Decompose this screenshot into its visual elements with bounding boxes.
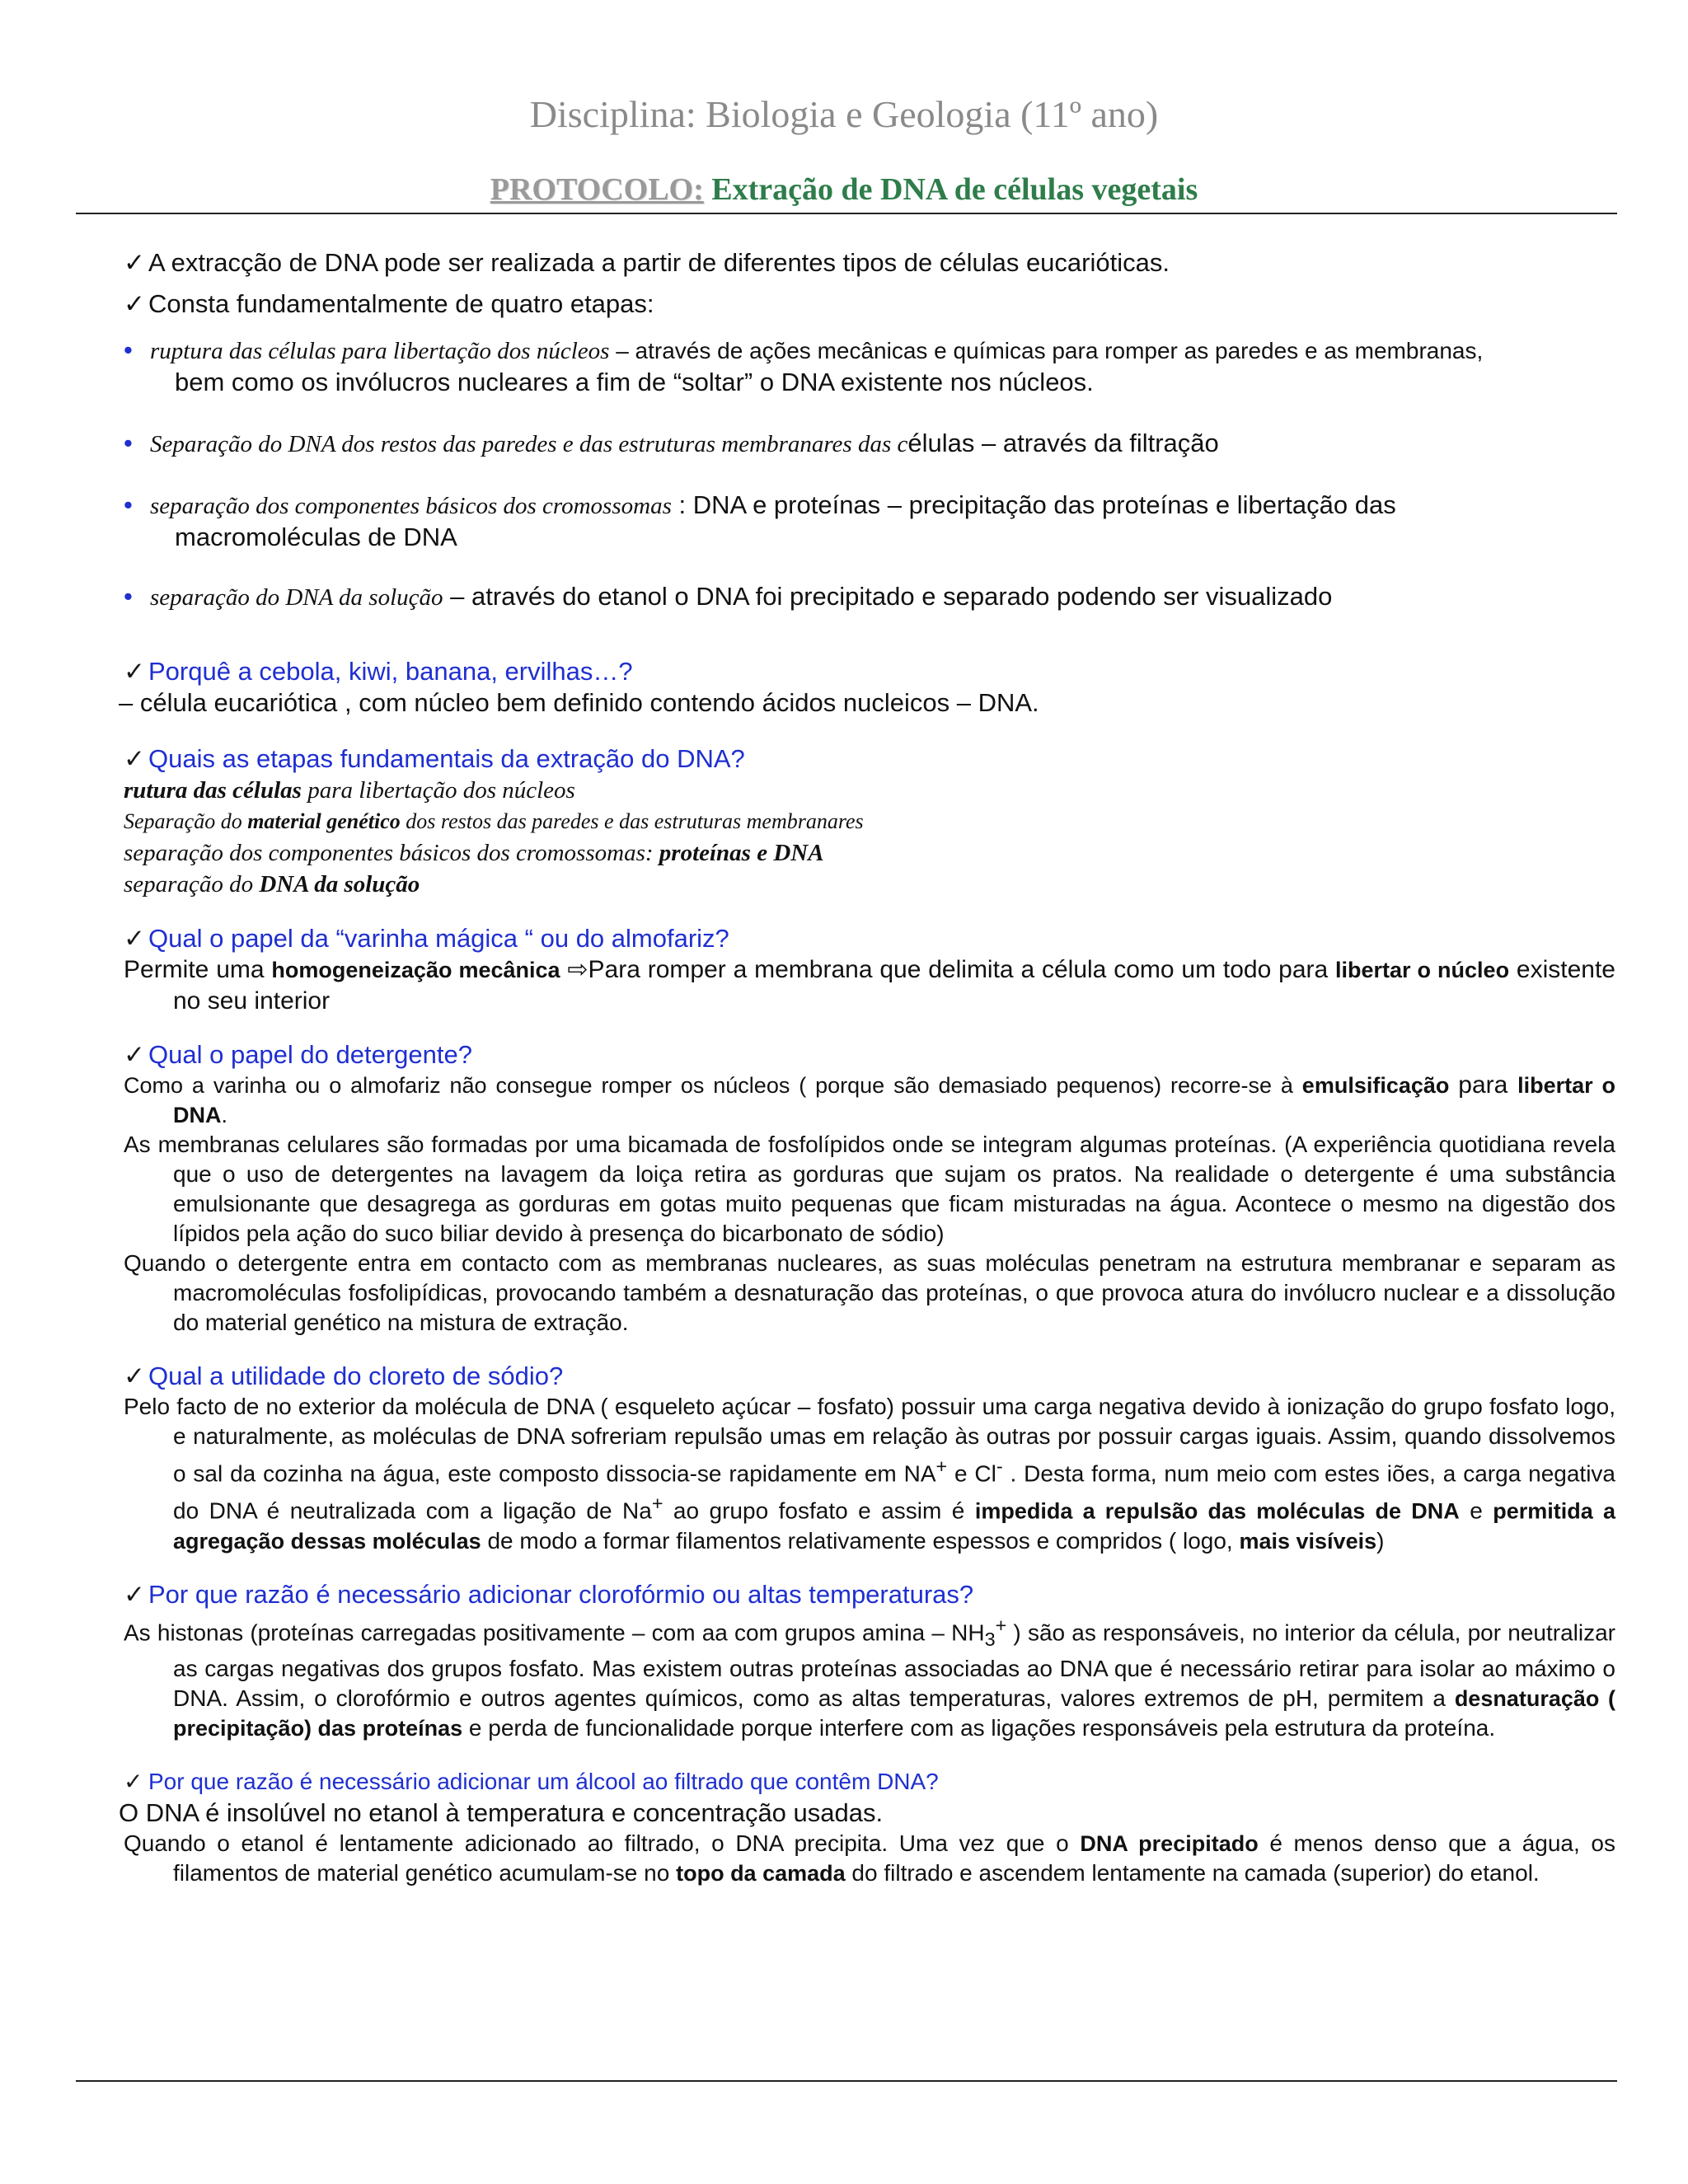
answer-why-onion: – célula eucariótica , com núcleo bem definido contendo ácidos nucleicos – DNA. xyxy=(119,688,1039,717)
answer-chloroform: As histonas (proteínas carregadas positivamente – com aa com grupos amina – $NH_3^+$ ) são as responsáveis, no interior da célula, por neutralizar as cargas negativas dos grupos fosfato. Mas existem outras proteínas associadas ao DNA que é necessário retirar para isolar ao máximo o DNA. Assim, o clorofórmio e outros agentes químicos, como as altas temperaturas, valores extremos de pH, permitem a desnaturação ( precipitação) das proteínas e perda de funcionalidade porque interfere com as ligações responsáveis pela estrutura da proteína. xyxy=(124,1614,1615,1741)
check-icon: ✓ xyxy=(124,1361,145,1390)
check-icon: ✓ xyxy=(124,248,145,277)
answer-mortar: Permite uma homogeneização mecânica ⇨Para romper a membrana que delimita a célula como um todo para libertar o núcleo existente no seu interior xyxy=(124,956,1615,1015)
check-icon: ✓ xyxy=(124,1040,145,1069)
document-body xyxy=(119,247,1616,1888)
protocol-title xyxy=(0,171,1688,208)
intro-line-1: ✓ A extracção de DNA pode ser realizada a partir de diferentes tipos de células eucarióticas. xyxy=(124,248,1170,277)
intro-line-2: ✓ Consta fundamentalmente de quatro etapas: xyxy=(124,289,654,318)
question-alcohol: ✓ Por que razão é necessário adicionar um álcool ao filtrado que contêm DNA? xyxy=(124,1766,1615,1797)
check-icon: ✓ xyxy=(124,744,145,773)
step-bullet-3: • separação dos componentes básicos dos cromossomas : DNA e proteínas – precipitação das proteínas e libertação das macromoléculas de DNA xyxy=(124,490,1396,551)
answer-alcohol-2: Quando o etanol é lentamente adicionado ao filtrado, o DNA precipita. Uma vez que o DNA precipitado é menos denso que a água, os filamentos de material genético acumulam-se no topo da camada do filtrado e ascendem lentamente na camada (superior) do etanol. xyxy=(124,1830,1615,1886)
question-steps: ✓ Quais as etapas fundamentais da extração do DNA? xyxy=(124,744,745,773)
bullet-icon: • xyxy=(124,582,133,611)
step-2: Separação do material genético dos restos das paredes e das estruturas membranares xyxy=(124,809,864,833)
question-detergent: ✓ Qual o papel do detergente? xyxy=(124,1040,472,1069)
answer-sodium-chloride: Pelo facto de no exterior da molécula de DNA ( esqueleto açúcar – fosfato) possuir uma carga negativa devido à ionização do grupo fosfato logo, e naturalmente, as moléculas de DNA sofreriam repulsão umas em relação às outras por possuir cargas iguais. Assim, quando dissolvemos o sal da cozinha na água, este composto dissocia-se rapidamente em NA+ e Cl- . Desta forma, num meio com estes iões, a carga negativa do DNA é neutralizada com a ligação de Na+ ao grupo fosfato e assim é impedida a repulsão das moléculas de DNA e permitida a agregação dessas moléculas de modo a formar filamentos relativamente espessos e compridos ( logo, mais visíveis) xyxy=(124,1394,1616,1554)
answer-detergent-3: Quando o detergente entra em contacto com as membranas nucleares, as suas moléculas penetram na estrutura membranar e separam as macromoléculas fosfolipídicas, provocando também a desnaturação das proteínas, o que provoca atura do invólucro nuclear e a dissolução do material genético na mistura de extração. xyxy=(124,1250,1615,1335)
bullet-icon: • xyxy=(124,429,133,457)
question-sodium-chloride: ✓ Qual a utilidade do cloreto de sódio? xyxy=(124,1361,564,1390)
check-icon: ✓ xyxy=(124,924,145,953)
check-icon: ✓ xyxy=(124,289,145,318)
footer-divider xyxy=(76,2080,1617,2082)
step-bullet-1: • ruptura das células para libertação dos núcleos – através de ações mecânicas e químicas para romper as paredes e as membranas, bem como os invólucros nucleares a fim de “soltar” o DNA existente nos núcleos. xyxy=(124,335,1484,396)
header-divider xyxy=(76,213,1617,214)
arrow-right-icon: ⇨ xyxy=(560,956,588,983)
step-bullet-4: • separação do DNA da solução – através do etanol o DNA foi precipitado e separado podendo ser visualizado xyxy=(124,582,1333,611)
check-icon: ✓ xyxy=(124,1768,143,1794)
step-1: rutura das células para libertação dos núcleos xyxy=(124,777,575,804)
bullet-icon: • xyxy=(124,335,133,364)
protocol-label: PROTOCOLO: xyxy=(490,172,704,207)
protocol-name: Extração de DNA de células vegetais xyxy=(703,172,1198,207)
bullet-icon: • xyxy=(124,490,133,519)
check-icon: ✓ xyxy=(124,1579,145,1609)
step-bullet-2: • Separação do DNA dos restos das paredes e das estruturas membranares das células – através da filtração xyxy=(124,429,1219,457)
step-4: separação do DNA da solução xyxy=(124,871,420,898)
question-why-onion: ✓ Porquê a cebola, kiwi, banana, ervilhas…? xyxy=(124,657,633,686)
question-mortar: ✓ Qual o papel da “varinha mágica “ ou do almofariz? xyxy=(124,924,729,953)
answer-detergent-2: As membranas celulares são formadas por uma bicamada de fosfolípidos onde se integram algumas proteínas. (A experiência quotidiana revela que o uso de detergentes na lavagem da loiça retira as gorduras que sujam os pratos. Na realidade o detergente é uma substância emulsionante que desagrega as gorduras em gotas muito pequenas que ficam misturadas na água. Acontece o mesmo na digestão dos lípidos pela ação do suco biliar devido à presença do bicarbonato de sódio) xyxy=(124,1132,1615,1246)
answer-alcohol-1: O DNA é insolúvel no etanol à temperatura e concentração usadas. xyxy=(119,1797,884,1827)
question-chloroform: ✓ Por que razão é necessário adicionar clorofórmio ou altas temperaturas? xyxy=(124,1579,974,1609)
discipline-header: Disciplina: Biologia e Geologia (11º ano) xyxy=(529,93,1159,135)
answer-detergent-1: Como a varinha ou o almofariz não consegue romper os núcleos ( porque são demasiado pequenos) recorre-se à emulsificação para libertar o DNA. xyxy=(124,1071,1615,1127)
step-3: separação dos componentes básicos dos cromossomas: proteínas e DNA xyxy=(124,840,824,866)
check-icon: ✓ xyxy=(124,657,145,686)
